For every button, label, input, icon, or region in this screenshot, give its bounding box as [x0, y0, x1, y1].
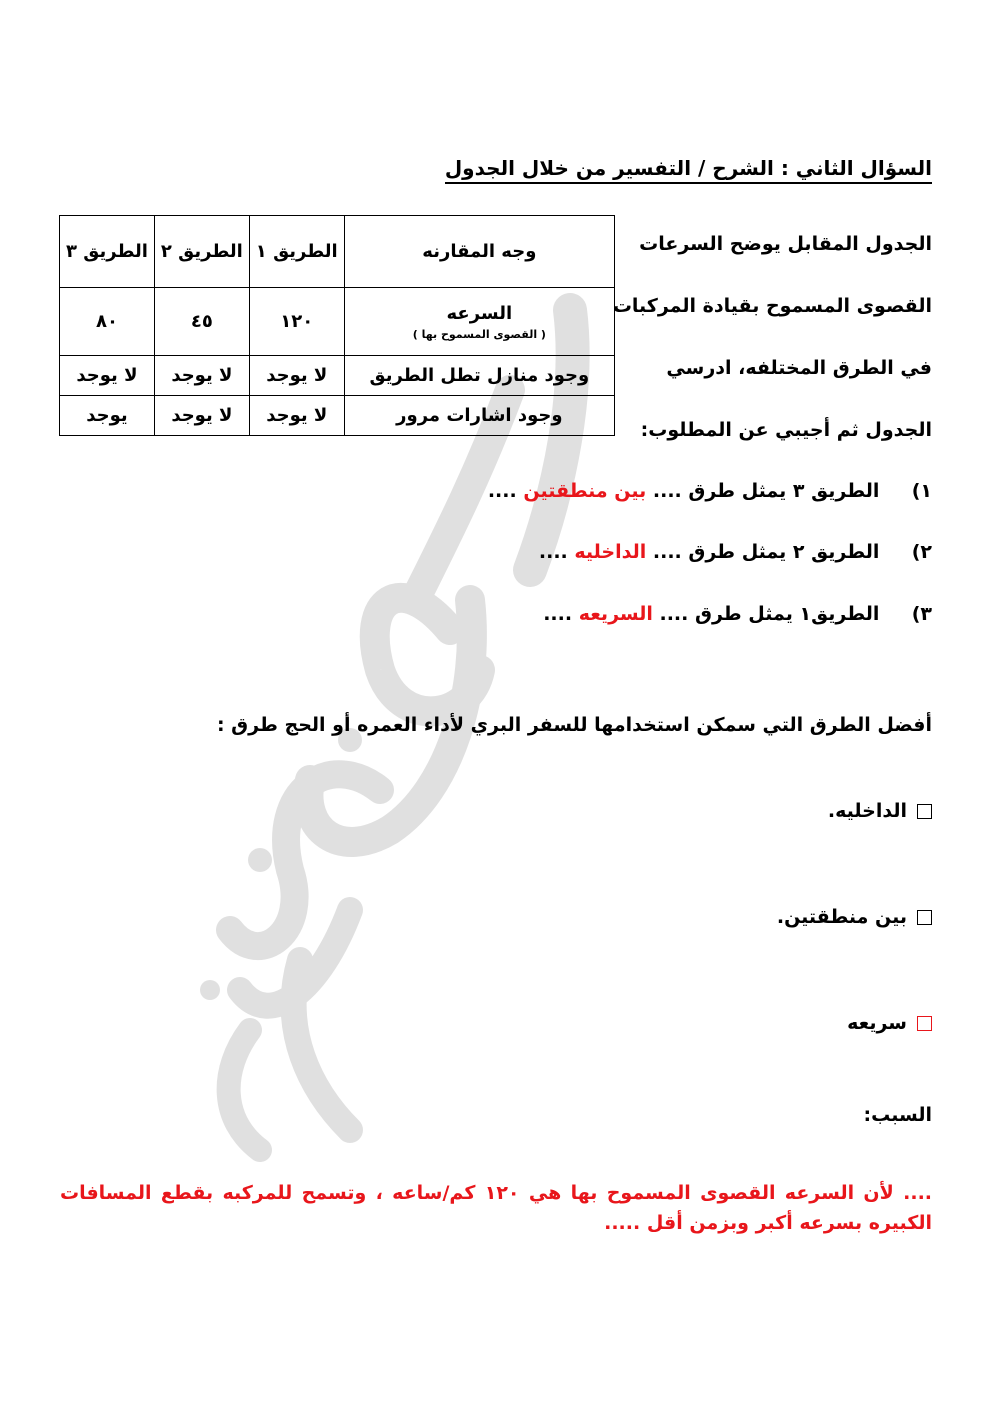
header-road2: الطريق ٢	[154, 216, 249, 288]
intro-line-2: القصوى المسموح بقيادة المركبات	[612, 295, 932, 317]
question-1-tail: ....	[487, 480, 517, 502]
question-1	[488, 480, 932, 502]
best-roads-question: أفضل الطرق التي سمكن استخدامها للسفر البري لأداء العمره أو الحج طرق :	[216, 714, 932, 736]
option-fast-label: سريعه	[847, 1012, 907, 1034]
question-3-answer: السريعه	[578, 603, 653, 625]
question-3-number: ٣)	[911, 603, 932, 625]
question-2	[539, 541, 932, 563]
speed-label-cell	[344, 288, 614, 356]
question-3-text: الطريق١ يمثل طرق ....	[659, 603, 880, 625]
option-internal[interactable]	[828, 800, 932, 822]
houses-road1: لا يوجد	[249, 356, 344, 396]
question-2-number: ٢)	[911, 541, 932, 563]
intro-line-4: الجدول ثم أجيبي عن المطلوب:	[640, 419, 932, 441]
question-3-tail: ....	[543, 603, 573, 625]
checkbox-icon[interactable]	[917, 804, 932, 819]
question-2-tail: ....	[538, 541, 568, 563]
header-road3: الطريق ٣	[60, 216, 155, 288]
question-1-text: الطريق ٣ يمثل طرق ....	[652, 480, 880, 502]
table-row-houses	[60, 356, 615, 396]
table-row-speed	[60, 288, 615, 356]
table-header-row	[60, 216, 615, 288]
checkbox-icon[interactable]	[917, 910, 932, 925]
option-intercity[interactable]	[777, 906, 932, 928]
header-face: وجه المقارنه	[344, 216, 614, 288]
question-3	[543, 603, 932, 625]
reason-text: .... لأن السرعه القصوى المسموح بها هي ١٢٠ كم/ساعه ، وتسمح للمركبه بقطع المسافات الكبيره بسرعه أكبر وبزمن أقل .....	[60, 1182, 933, 1234]
section-title: السؤال الثاني : الشرح / التفسير من خلال الجدول	[445, 156, 932, 184]
reason-label: السبب:	[863, 1104, 932, 1126]
houses-label: وجود منازل تطل الطريق	[344, 356, 614, 396]
speed-label: السرعه	[446, 302, 513, 324]
comparison-table	[59, 215, 615, 436]
header-road1: الطريق ١	[249, 216, 344, 288]
option-intercity-label: بين منطقتين.	[776, 906, 907, 928]
signals-label: وجود اشارات مرور	[344, 396, 614, 436]
table-row-signals	[60, 396, 615, 436]
option-internal-label: الداخليه.	[827, 800, 907, 822]
question-2-text: الطريق ٢ يمثل طرق ....	[652, 541, 880, 563]
question-2-answer: الداخليه	[574, 541, 647, 563]
signals-road3: يوجد	[60, 396, 155, 436]
houses-road2: لا يوجد	[154, 356, 249, 396]
option-fast[interactable]	[847, 1012, 932, 1034]
speed-road2: ٤٥	[154, 288, 249, 356]
speed-road1: ١٢٠	[249, 288, 344, 356]
signals-road2: لا يوجد	[154, 396, 249, 436]
speed-sublabel: ( القصوى المسموح بها )	[412, 327, 546, 341]
checkbox-icon[interactable]	[917, 1016, 932, 1031]
intro-line-1: الجدول المقابل يوضح السرعات	[639, 233, 932, 255]
houses-road3: لا يوجد	[60, 356, 155, 396]
intro-line-3: في الطرق المختلفه، ادرسي	[666, 357, 932, 379]
question-1-number: ١)	[911, 480, 932, 502]
question-1-answer: بين منطقتين	[523, 480, 647, 502]
signals-road1: لا يوجد	[249, 396, 344, 436]
speed-road3: ٨٠	[60, 288, 155, 356]
